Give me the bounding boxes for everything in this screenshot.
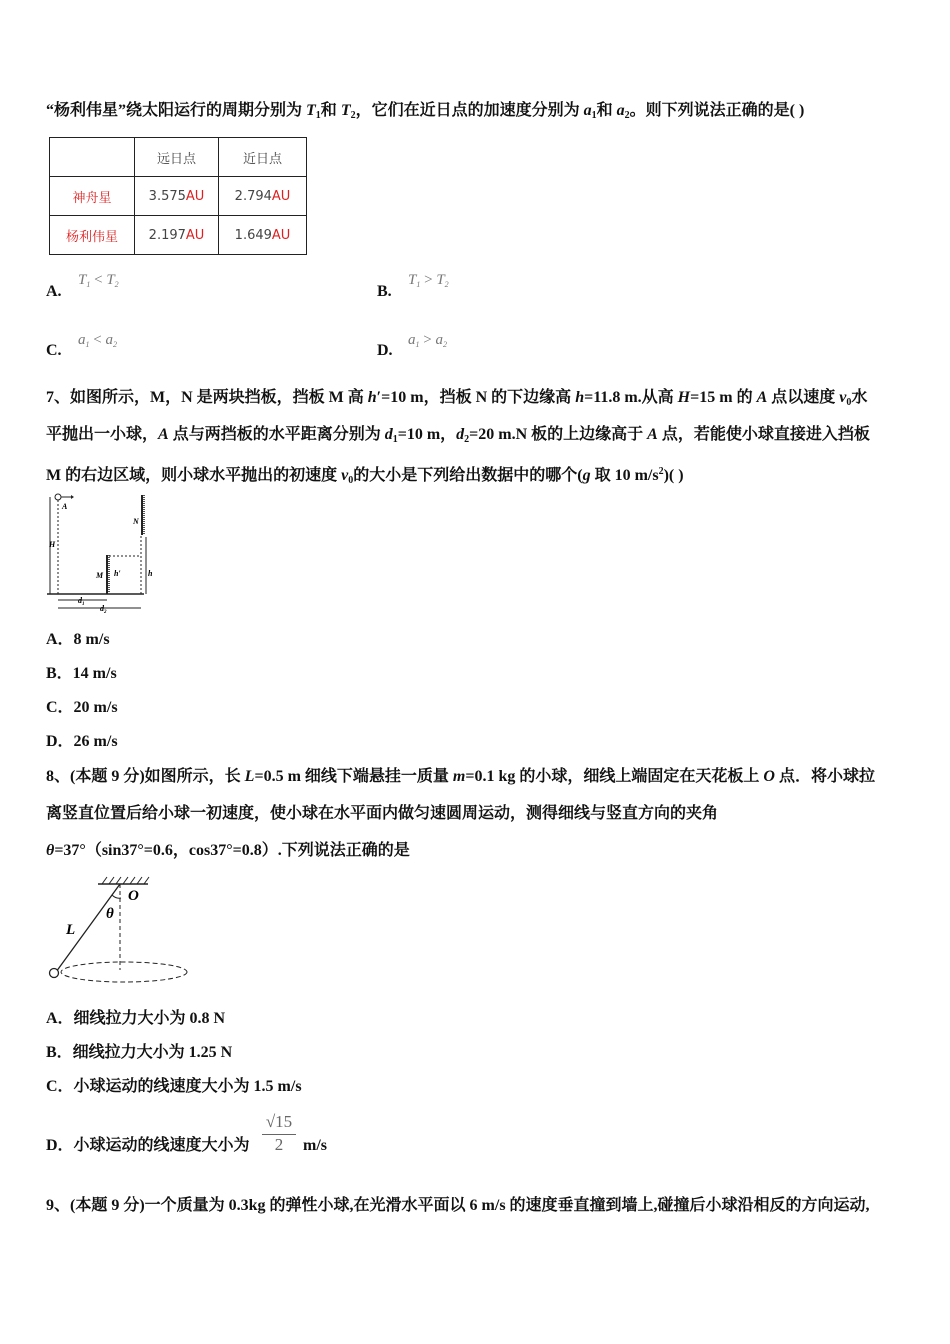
q8-conical-pendulum-diagram: [44, 872, 194, 987]
q6-option-formula: [408, 272, 449, 289]
text-run: a: [616, 102, 625, 119]
perihelion-cell: [219, 216, 307, 255]
q8-option-d-unit: m/s: [303, 1137, 327, 1154]
unit: AU: [185, 227, 205, 243]
label-o: O: [128, 888, 139, 904]
asteroid-table: [49, 137, 307, 255]
text-run: 。则下列说法正确的是( ): [629, 102, 805, 119]
table-row: [50, 177, 307, 216]
label-a: A: [62, 502, 68, 511]
q6-option-label[interactable]: D.: [377, 342, 393, 359]
label-m: M: [96, 571, 104, 580]
text-run: 水: [851, 389, 868, 406]
operator: <: [90, 272, 107, 288]
text-run: h: [575, 389, 585, 406]
q7-line-1: [46, 388, 867, 413]
label-h-prime: h′: [114, 569, 121, 578]
text-run: d: [384, 426, 393, 443]
var: a: [78, 332, 86, 348]
text-run: 7、如图所示，M，N 是两块挡板，挡板 M 高: [46, 389, 368, 406]
table-header-row: [50, 138, 307, 177]
text-run: =0.5 m 细线下端悬挂一质量: [254, 768, 453, 785]
text-run: 9、(本题 9 分)一个质量为 0.3kg 的弹性小球,在光滑水平面以 6 m/s 的速度垂直撞到墙上,碰撞后小球沿相反的方向运动,: [46, 1197, 870, 1214]
text-run: 点．将小球拉: [774, 768, 875, 785]
label-l: L: [66, 922, 76, 938]
var: a: [408, 332, 416, 348]
unit: AU: [271, 188, 291, 204]
fraction-denominator: 2: [274, 1135, 284, 1154]
row-name: 神舟星: [50, 177, 135, 216]
label-d1: $d_1$: [78, 596, 85, 607]
text-run: 和: [320, 102, 341, 119]
var: T: [408, 272, 417, 288]
text-run: g: [582, 467, 591, 484]
text-run: 2: [464, 434, 470, 445]
text-run: =10 m，: [397, 426, 457, 443]
q8-line-2: [46, 804, 718, 824]
subscript: 2: [442, 340, 447, 349]
text-run: v: [839, 389, 847, 406]
text-run: A: [756, 389, 768, 406]
aphelion-cell: [135, 216, 219, 255]
text-run: m: [452, 768, 466, 785]
table-header: 近日点: [219, 138, 307, 177]
text-run: 8、(本题 9 分)如图所示，长: [46, 768, 245, 785]
text-run: 的大小是下列给出数据中的哪个(: [353, 467, 583, 484]
var: a: [105, 332, 113, 348]
q6-option-label[interactable]: B.: [377, 283, 392, 300]
fraction-numerator: √15: [262, 1112, 296, 1135]
subscript: 1: [416, 280, 421, 289]
text-run: L: [244, 768, 255, 785]
q6-stem: [46, 101, 804, 126]
subscript: 2: [114, 280, 119, 289]
q6-option-formula: [408, 332, 447, 349]
q7-option-b[interactable]: B．14 m/s: [46, 665, 117, 682]
text-run: T: [306, 102, 316, 119]
label-d2: $d_2$: [100, 604, 107, 614]
operator: >: [420, 272, 437, 288]
table-header: 远日点: [135, 138, 219, 177]
q8-option-b[interactable]: B．细线拉力大小为 1.25 N: [46, 1044, 233, 1061]
perihelion-cell: [219, 177, 307, 216]
table-header: [50, 138, 135, 177]
text-run: h: [367, 389, 377, 406]
text-run: )( ): [663, 467, 684, 484]
text-run: 点与两挡板的水平距离分别为: [168, 426, 385, 443]
subscript: 2: [444, 280, 449, 289]
row-name: 杨利伟星: [50, 216, 135, 255]
operator: <: [89, 332, 106, 348]
text-run: A: [158, 426, 169, 443]
text-run: a: [583, 102, 592, 119]
q7-line-3: [46, 462, 684, 491]
text-run: 取 10 m/s: [590, 467, 659, 484]
var: T: [106, 272, 115, 288]
label-theta: θ: [106, 906, 114, 922]
text-run: v: [341, 467, 349, 484]
q8-line-3: [46, 841, 410, 861]
var: a: [435, 332, 443, 348]
q6-option-label[interactable]: A.: [46, 283, 62, 300]
text-run: =11.8 m.从高: [584, 389, 678, 406]
text-run: 离竖直位置后给小球一初速度，使小球在水平面内做匀速圆周运动，测得细线与竖直方向的夹角: [46, 805, 719, 822]
text-run: d: [456, 426, 465, 443]
operator: >: [419, 332, 436, 348]
subscript: 2: [112, 340, 117, 349]
label-h-big: H: [49, 540, 56, 549]
text-run: 0: [846, 397, 852, 408]
text-run: =20 m.N 板的上边缘高于: [469, 426, 648, 443]
var: T: [78, 272, 87, 288]
value: 1.649: [234, 227, 272, 243]
q8-option-a[interactable]: A．细线拉力大小为 0.8 N: [46, 1010, 226, 1027]
text-run: O: [763, 768, 775, 785]
text-run: 和: [596, 102, 617, 119]
q8-option-d[interactable]: D．小球运动的线速度大小为: [46, 1137, 250, 1154]
sqrt15-over-2-fraction: [262, 1112, 296, 1155]
value: 2.794: [234, 188, 272, 204]
text-run: M 的右边区域，则小球水平抛出的初速度: [46, 467, 342, 484]
q6-option-formula: [78, 272, 119, 289]
subscript: 1: [415, 340, 420, 349]
value: 3.575: [148, 188, 186, 204]
label-h: h: [148, 569, 153, 578]
text-run: 0: [348, 475, 354, 486]
q7-barrier-diagram: [44, 492, 159, 614]
q7-option-d[interactable]: D．26 m/s: [46, 733, 118, 750]
text-run: 2: [624, 110, 630, 121]
text-run: 1: [591, 110, 597, 121]
text-run: =15 m 的: [690, 389, 757, 406]
q7-option-a[interactable]: A．8 m/s: [46, 631, 110, 648]
value: 2.197: [148, 227, 186, 243]
text-run: 2: [350, 110, 356, 121]
text-run: 1: [392, 434, 398, 445]
q6-option-label[interactable]: C.: [46, 342, 62, 359]
text-run: H: [677, 389, 691, 406]
subscript: 1: [86, 280, 91, 289]
text-run: A: [647, 426, 658, 443]
unit: AU: [271, 227, 291, 243]
text-run: 点，若能使小球直接进入挡板: [657, 426, 870, 443]
text-run: =37°（sin37°=0.6，cos37°=0.8）.下列说法正确的是: [54, 842, 410, 859]
text-run: 2: [658, 466, 664, 477]
text-run: θ: [46, 842, 55, 859]
text-run: 平抛出一小球，: [46, 426, 159, 443]
subscript: 1: [85, 340, 90, 349]
text-run: “杨利伟星”绕太阳运行的周期分别为: [46, 102, 307, 119]
unit: AU: [185, 188, 205, 204]
q8-option-c[interactable]: C．小球运动的线速度大小为 1.5 m/s: [46, 1078, 302, 1095]
label-n: N: [133, 517, 139, 526]
text-run: ′=10 m，挡板 N 的下边缘高: [376, 389, 576, 406]
q7-option-c[interactable]: C．20 m/s: [46, 699, 118, 716]
text-run: 1: [315, 110, 321, 121]
text-run: ，它们在近日点的加速度分别为: [355, 102, 584, 119]
q8-line-1: [46, 767, 875, 787]
text-run: =0.1 kg 的小球，细线上端固定在天花板上: [465, 768, 764, 785]
q6-option-formula: [78, 332, 117, 349]
aphelion-cell: [135, 177, 219, 216]
table-row: [50, 216, 307, 255]
text-run: 点以速度: [767, 389, 840, 406]
var: T: [436, 272, 445, 288]
q7-line-2: [46, 425, 870, 450]
q9-line-1: [46, 1196, 870, 1216]
text-run: T: [340, 102, 351, 119]
